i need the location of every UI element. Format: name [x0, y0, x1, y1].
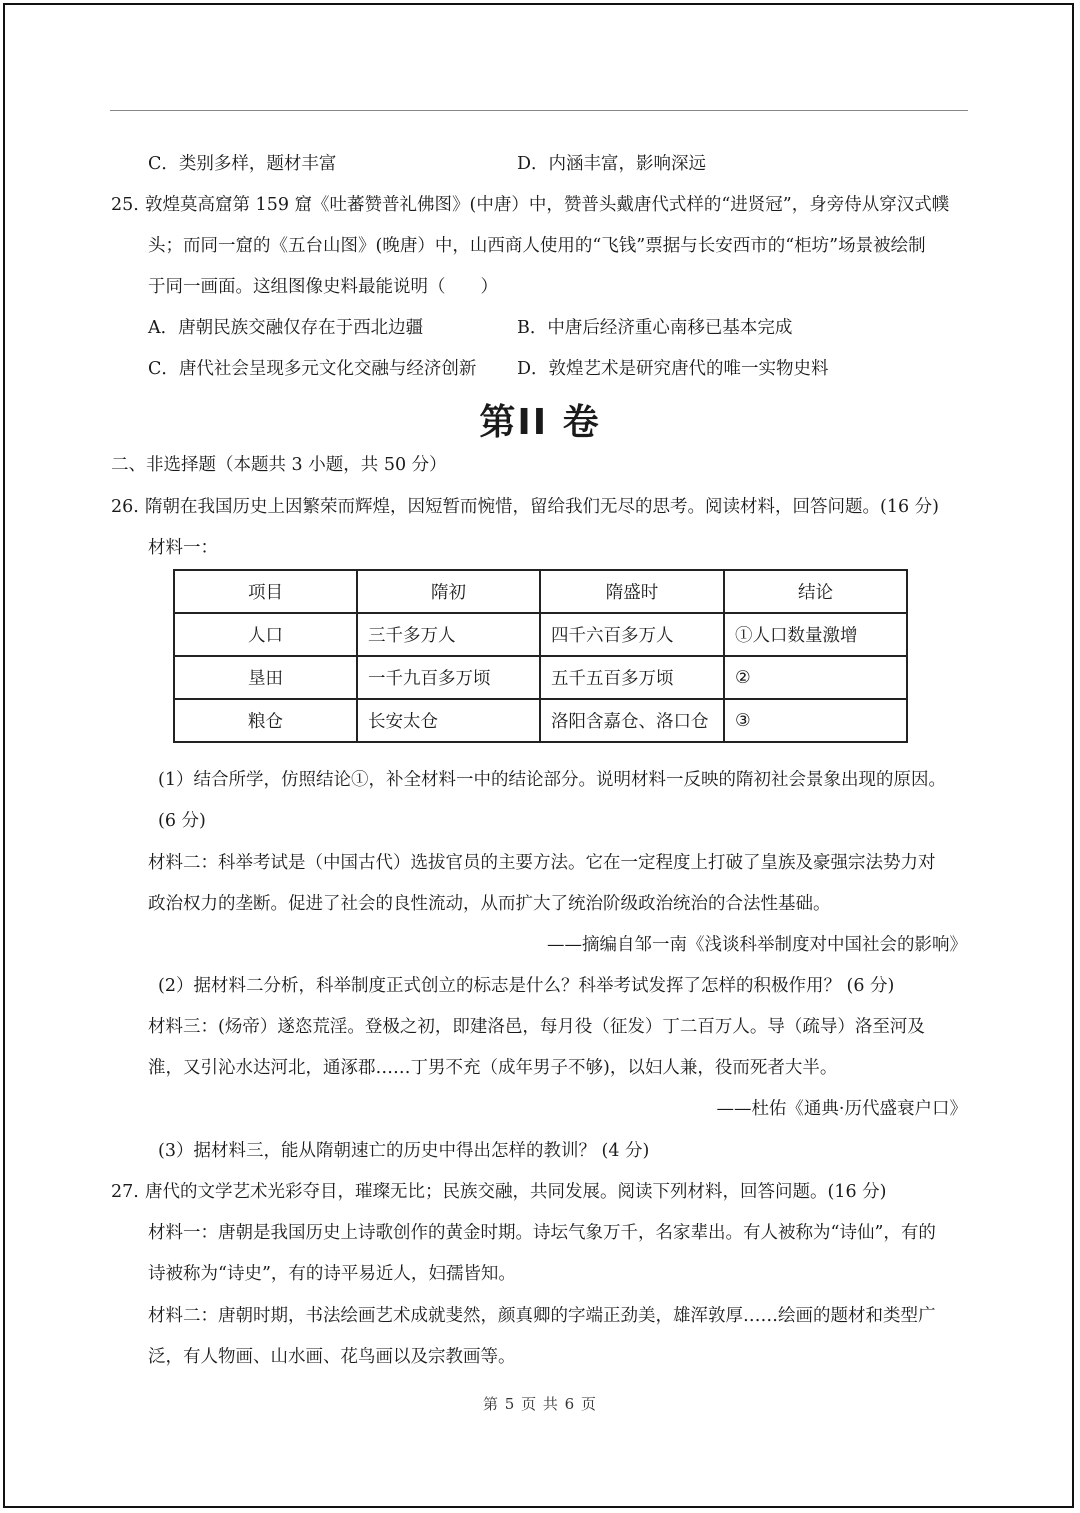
table-cell: ①人口数量激增 [724, 613, 907, 656]
section-subheading: 二、非选择题（本题共 3 小题，共 50 分） [111, 455, 447, 475]
table-row [174, 613, 907, 656]
q25-option-b: B．中唐后经济重心南移已基本完成 [517, 318, 793, 338]
q27-intro: 唐代的文学艺术光彩夺目，璀璨无比；民族交融，共同发展。阅读下列材料，回答问题。(16 分) [145, 1182, 887, 1202]
table-cell: ② [724, 656, 907, 699]
table-cell: 五千五百多万顷 [540, 656, 724, 699]
q25-stem-2: 头；而同一窟的《五台山图》(晚唐）中，山西商人使用的“飞钱”票据与长安西市的“柜坊”场景被绘制 [148, 236, 926, 256]
q26-sub2: (2）据材料二分析，科举制度正式创立的标志是什么？科举考试发挥了怎样的积极作用？ (6 分) [158, 976, 895, 996]
table-cell: 洛阳含嘉仓、洛口仓 [540, 699, 724, 742]
table-cell: 人口 [174, 613, 357, 656]
table-header-cell: 隋初 [357, 570, 540, 613]
q25-line-1 [111, 193, 949, 217]
table-cell: 一千九百多万顷 [357, 656, 540, 699]
page-footer: 第 5 页 共 6 页 [483, 1395, 597, 1413]
q27-material1-line-2: 诗被称为“诗史”，有的诗平易近人，妇孺皆知。 [148, 1264, 516, 1284]
q25-option-c: C．唐代社会呈现多元文化交融与经济创新 [148, 359, 477, 379]
table-row [174, 656, 907, 699]
header-rule [110, 110, 968, 111]
q25-stem-1: 敦煌莫高窟第 159 窟《吐蕃赞普礼佛图》(中唐）中，赞普头戴唐代式样的“进贤冠”，身旁侍从穿汉式幞 [145, 195, 950, 215]
q26-material2-source: ——摘编自邹一南《浅谈科举制度对中国社会的影响》 [547, 935, 967, 955]
section-heading: 第II 卷 [479, 402, 601, 443]
q25-number: 25. [111, 195, 139, 215]
q25-option-d: D．敦煌艺术是研究唐代的唯一实物史料 [517, 359, 829, 379]
q27-number: 27. [111, 1182, 139, 1202]
table-cell: 长安太仓 [357, 699, 540, 742]
q26-sub3: (3）据材料三，能从隋朝速亡的历史中得出怎样的教训？ (4 分) [158, 1141, 650, 1161]
table-header-row [174, 570, 907, 613]
q25-stem-3: 于同一画面。这组图像史料最能说明（ ） [148, 277, 498, 297]
q27-intro-line [111, 1180, 886, 1204]
q26-intro-line [111, 495, 939, 519]
q26-material1-label: 材料一： [148, 538, 218, 558]
q26-intro: 隋朝在我国历史上因繁荣而辉煌，因短暂而惋惜，留给我们无尽的思考。阅读材料，回答问题。(16 分) [145, 497, 939, 517]
q27-material2-line-2: 泛，有人物画、山水画、花鸟画以及宗教画等。 [148, 1347, 516, 1367]
table-cell: 四千六百多万人 [540, 613, 724, 656]
table-cell: 垦田 [174, 656, 357, 699]
q24-option-d: D．内涵丰富，影响深远 [517, 154, 707, 174]
table-row [174, 699, 907, 742]
q26-material2-line-1: 材料二：科举考试是（中国古代）选拔官员的主要方法。它在一定程度上打破了皇族及豪强宗法势力对 [148, 853, 936, 873]
q26-material3-source: ——杜佑《通典·历代盛衰户口》 [716, 1099, 967, 1119]
table-cell: 三千多万人 [357, 613, 540, 656]
table-cell: ③ [724, 699, 907, 742]
q26-sub1-line-2: (6 分) [158, 811, 206, 831]
q24-option-c: C．类别多样，题材丰富 [148, 154, 337, 174]
q27-material2-line-1: 材料二：唐朝时期，书法绘画艺术成就斐然，颜真卿的字端正劲美，雄浑敦厚……绘画的题材和类型广 [148, 1306, 936, 1326]
table-header-cell: 项目 [174, 570, 357, 613]
table-cell: 粮仓 [174, 699, 357, 742]
q25-option-a: A．唐朝民族交融仅存在于西北边疆 [148, 318, 424, 338]
q26-sub1-line-1: (1）结合所学，仿照结论①，补全材料一中的结论部分。说明材料一反映的隋初社会景象出现的原因。 [158, 770, 946, 790]
q26-material2-line-2: 政治权力的垄断。促进了社会的良性流动，从而扩大了统治阶级政治统治的合法性基础。 [148, 894, 831, 914]
q27-material1-line-1: 材料一：唐朝是我国历史上诗歌创作的黄金时期。诗坛气象万千，名家辈出。有人被称为“诗仙”，有的 [148, 1223, 936, 1243]
q26-material3-line-1: 材料三：(炀帝）遂恣荒淫。登极之初，即建洛邑，每月役（征发）丁二百万人。导（疏导）洛至河及 [148, 1017, 925, 1037]
table-header-cell: 隋盛时 [540, 570, 724, 613]
table-header-cell: 结论 [724, 570, 907, 613]
q26-material3-line-2: 淮，又引沁水达河北，通涿郡……丁男不充（成年男子不够)，以妇人兼，役而死者大半。 [148, 1058, 838, 1078]
sui-data-table [173, 569, 908, 743]
q26-number: 26. [111, 497, 139, 517]
